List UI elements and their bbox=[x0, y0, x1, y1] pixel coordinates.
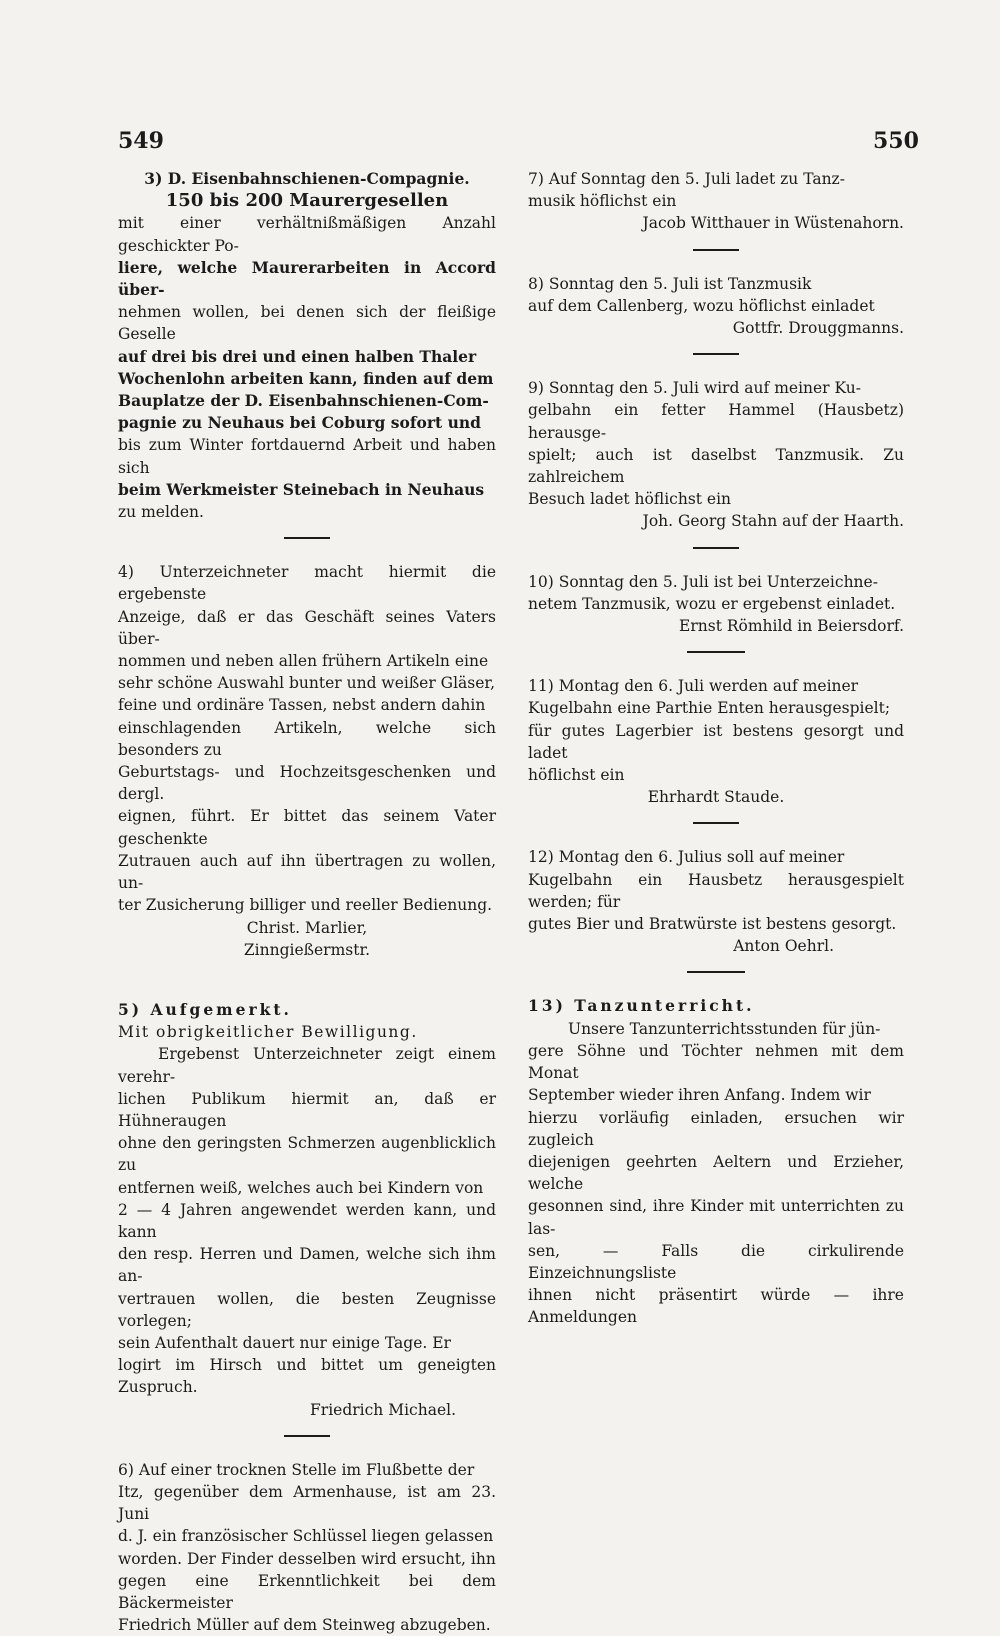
ad-3-headline: 150 bis 200 Maurergesellen bbox=[165, 190, 449, 212]
text-line: Ergebenst Unterzeichneter zeigt einem verehr- bbox=[118, 1045, 496, 1086]
text-line: Geburtstags- und Hochzeitsgeschenken und dergl. bbox=[118, 763, 496, 804]
text-line: Besuch ladet höflichst ein bbox=[528, 490, 732, 509]
left-column bbox=[118, 168, 496, 1636]
text-line: Zutrauen auch auf ihn übertragen zu wollen, un- bbox=[118, 851, 496, 893]
text-line: feine und ordinäre Tassen, nebst andern dahin bbox=[118, 696, 486, 715]
text-line: 2 — 4 Jahren angewendet werden kann, und kann bbox=[118, 1200, 496, 1241]
text-line: ihnen nicht präsentirt würde — ihre Anmeldungen bbox=[528, 1286, 904, 1327]
text-line: hierzu vorläufig einladen, ersuchen wir zugleich bbox=[528, 1108, 904, 1149]
text-line: sein Aufenthalt dauert nur einige Tage. Er bbox=[118, 1333, 451, 1352]
ad-4-signature: Christ. Marlier, bbox=[246, 918, 368, 937]
text-line: d. J. ein französischer Schlüssel liegen gelassen bbox=[118, 1527, 494, 1546]
separator-rule bbox=[687, 651, 745, 653]
ad-12 bbox=[528, 846, 904, 957]
text-line: Kugelbahn ein Hausbetz herausgespielt werden; für bbox=[528, 870, 904, 911]
ad-5 bbox=[118, 999, 496, 1421]
text-line: nehmen wollen, bei denen sich der fleißige Geselle bbox=[118, 303, 496, 344]
text-line: gesonnen sind, ihre Kinder mit unterrichten zu las- bbox=[528, 1197, 904, 1238]
ad-8-signature: Gottfr. Drouggmanns. bbox=[732, 319, 904, 338]
text-line: lichen Publikum hiermit an, daß er Hühneraugen bbox=[118, 1089, 496, 1130]
ad-12-signature: Anton Oehrl. bbox=[733, 937, 834, 956]
page-number-right: 550 bbox=[873, 128, 919, 154]
ad-8 bbox=[528, 273, 904, 340]
right-column bbox=[528, 168, 904, 1329]
ad-5-subtitle: Mit obrigkeitlicher Bewilligung. bbox=[118, 1023, 418, 1042]
text-line: gutes Bier und Bratwürste ist bestens gesorgt. bbox=[528, 915, 897, 934]
ad-10 bbox=[528, 571, 904, 638]
text-line: gelbahn ein fetter Hammel (Hausbetz) herausge- bbox=[528, 401, 904, 442]
text-line: sen, — Falls die cirkulirende Einzeichnungsliste bbox=[528, 1241, 904, 1282]
separator-rule bbox=[693, 547, 739, 549]
text-line: diejenigen geehrten Aeltern und Erzieher, welche bbox=[528, 1152, 904, 1194]
text-line: zu melden. bbox=[118, 503, 204, 522]
text-line: sehr schöne Auswahl bunter und weißer Gläser, bbox=[118, 674, 496, 693]
ad-9 bbox=[528, 377, 904, 532]
ad-4-signature-title: Zinngießermstr. bbox=[243, 940, 371, 959]
ad-5-signature: Friedrich Michael. bbox=[310, 1400, 456, 1419]
text-line: 9) Sonntag den 5. Juli wird auf meiner Ku- bbox=[528, 379, 861, 398]
ad-11-signature: Ehrhardt Staude. bbox=[647, 788, 785, 807]
ad-13 bbox=[528, 995, 904, 1328]
text-line: den resp. Herren und Damen, welche sich ihm an- bbox=[118, 1245, 496, 1286]
text-line: ter Zusicherung billiger und reeller Bedienung. bbox=[118, 896, 493, 915]
text-line: auf dem Callenberg, wozu höflichst einladet bbox=[528, 296, 875, 315]
ad-6 bbox=[118, 1459, 496, 1636]
ad-5-title: 5) Aufgemerkt. bbox=[118, 999, 292, 1019]
text-line: auf drei bis drei und einen halben Thaler bbox=[118, 346, 477, 366]
text-line: 4) Unterzeichneter macht hiermit die ergebenste bbox=[118, 563, 496, 604]
text-line: Unsere Tanzunterrichtsstunden für jün- bbox=[568, 1019, 881, 1038]
text-line: 11) Montag den 6. Juli werden auf meiner bbox=[528, 677, 859, 696]
text-line: entfernen weiß, welches auch bei Kindern von bbox=[118, 1178, 484, 1197]
text-line: nommen und neben allen frühern Artikeln eine bbox=[118, 652, 489, 671]
text-line: musik höflichst ein bbox=[528, 192, 677, 211]
text-line: Itz, gegenüber dem Armenhause, ist am 23. Juni bbox=[118, 1482, 496, 1524]
text-line: höflichst ein bbox=[528, 766, 625, 785]
text-line: 6) Auf einer trocknen Stelle im Flußbette der bbox=[118, 1460, 475, 1479]
separator-rule bbox=[284, 537, 330, 539]
text-line: mit einer verhältnißmäßigen Anzahl geschickter Po- bbox=[118, 214, 496, 255]
text-line: gere Söhne und Töchter nehmen mit dem Monat bbox=[528, 1041, 904, 1083]
ad-4 bbox=[118, 561, 496, 961]
text-line: ohne den geringsten Schmerzen augenblicklich zu bbox=[118, 1134, 496, 1175]
text-line: liere, welche Maurerarbeiten in Accord über- bbox=[118, 257, 496, 300]
text-line: für gutes Lagerbier ist bestens gesorgt und ladet bbox=[528, 721, 904, 762]
text-line: spielt; auch ist daselbst Tanzmusik. Zu zahlreichem bbox=[528, 445, 904, 487]
text-line: eignen, führt. Er bittet das seinem Vater geschenkte bbox=[118, 807, 496, 848]
text-line: beim Werkmeister Steinebach in Neuhaus bbox=[118, 479, 485, 499]
ad-7 bbox=[528, 168, 904, 235]
text-line: logirt im Hirsch und bittet um geneigten Zuspruch. bbox=[118, 1356, 496, 1397]
separator-rule bbox=[693, 249, 739, 251]
text-line: Kugelbahn eine Parthie Enten herausgespielt; bbox=[528, 699, 891, 718]
ad-3 bbox=[118, 168, 496, 523]
separator-rule bbox=[693, 353, 739, 355]
text-line: Anzeige, daß er das Geschäft seines Vaters über- bbox=[118, 607, 496, 648]
text-line: gegen eine Erkenntlichkeit bei dem Bäckermeister bbox=[118, 1571, 496, 1612]
text-line: September wieder ihren Anfang. Indem wir bbox=[528, 1086, 871, 1105]
text-line: 8) Sonntag den 5. Juli ist Tanzmusik bbox=[528, 274, 812, 293]
text-line: 12) Montag den 6. Julius soll auf meiner bbox=[528, 848, 845, 867]
text-line: Wochenlohn arbeiten kann, finden auf dem bbox=[118, 368, 494, 388]
text-line: Bauplatze der D. Eisenbahnschienen-Com- bbox=[118, 391, 489, 411]
text-line: pagnie zu Neuhaus bei Coburg sofort und bbox=[118, 413, 481, 433]
separator-rule bbox=[693, 822, 739, 824]
text-line: netem Tanzmusik, wozu er ergebenst einladet. bbox=[528, 594, 896, 613]
text-line: einschlagenden Artikeln, welche sich besonders zu bbox=[118, 718, 496, 759]
page-number-left: 549 bbox=[118, 128, 164, 154]
ad-11 bbox=[528, 675, 904, 808]
text-line: Friedrich Müller auf dem Steinweg abzugeben. bbox=[118, 1616, 491, 1635]
separator-rule bbox=[284, 1435, 330, 1437]
text-line: 7) Auf Sonntag den 5. Juli ladet zu Tanz- bbox=[528, 170, 845, 188]
ad-3-title: 3) D. Eisenbahnschienen-Compagnie. bbox=[144, 169, 470, 188]
text-line: worden. Der Finder desselben wird ersucht, ihn bbox=[118, 1549, 496, 1568]
ad-9-signature: Joh. Georg Stahn auf der Haarth. bbox=[642, 512, 904, 531]
ad-13-title: 13) Tanzunterricht. bbox=[528, 996, 755, 1016]
ad-7-signature: Jacob Witthauer in Wüstenahorn. bbox=[642, 214, 904, 233]
ad-10-signature: Ernst Römhild in Beiersdorf. bbox=[679, 617, 904, 636]
text-line: vertrauen wollen, die besten Zeugnisse vorlegen; bbox=[118, 1289, 496, 1330]
separator-rule bbox=[687, 971, 745, 973]
text-line: 10) Sonntag den 5. Juli ist bei Unterzeichne- bbox=[528, 572, 878, 591]
text-line: bis zum Winter fortdauernd Arbeit und haben sich bbox=[118, 436, 496, 477]
